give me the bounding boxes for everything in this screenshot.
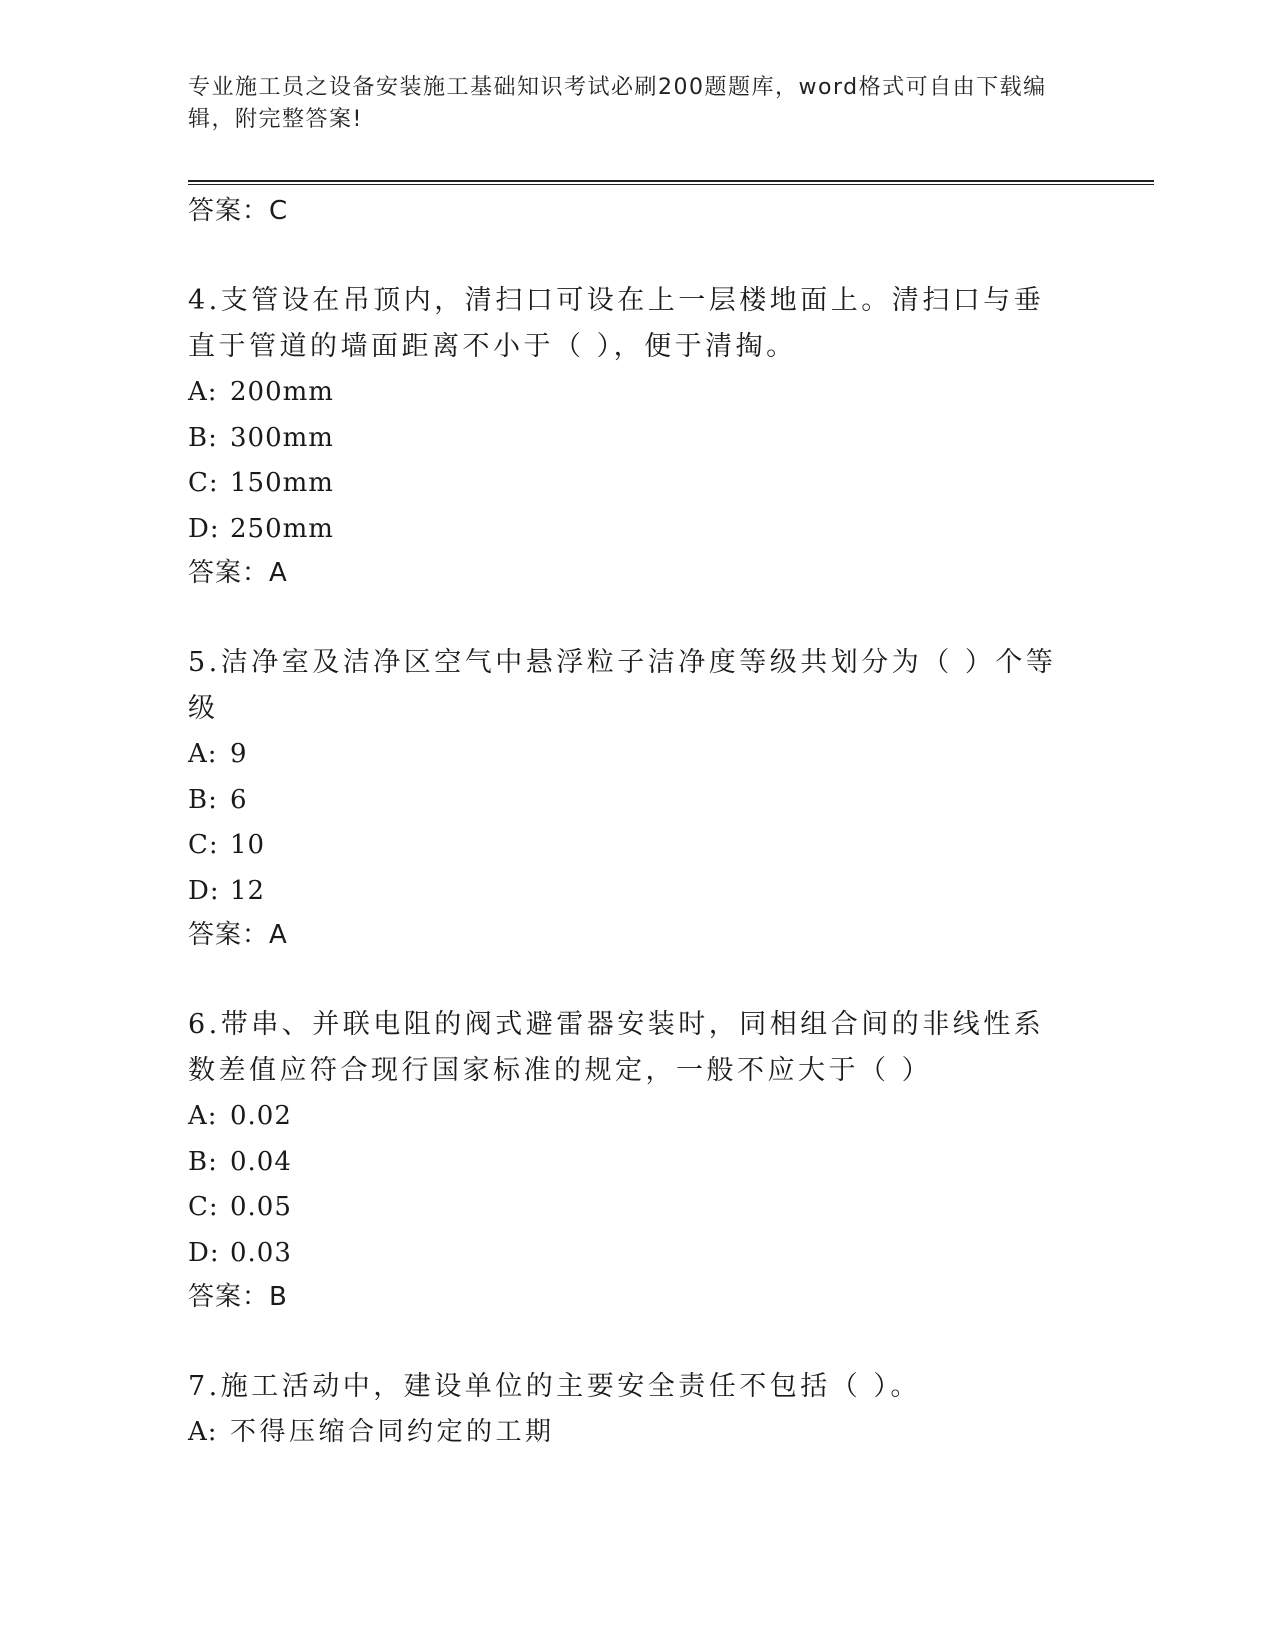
option-text: 0.05 bbox=[230, 1192, 292, 1222]
option-text: 200mm bbox=[230, 377, 334, 407]
question-list bbox=[188, 190, 1068, 1456]
option-a bbox=[188, 1410, 1068, 1456]
option-b bbox=[188, 416, 1068, 462]
option-a bbox=[188, 732, 1068, 778]
option-b bbox=[188, 778, 1068, 824]
option-label: A: bbox=[188, 377, 218, 407]
question-text: 7.施工活动中，建设单位的主要安全责任不包括（ ）。 bbox=[188, 1371, 921, 1402]
option-label: B: bbox=[188, 422, 218, 453]
answer-line: 答案：B bbox=[188, 1282, 288, 1312]
option-text: 12 bbox=[230, 875, 266, 906]
option-a bbox=[188, 1094, 1068, 1140]
question-4 bbox=[188, 278, 1068, 594]
option-text: 0.03 bbox=[230, 1237, 292, 1268]
option-text: 250mm bbox=[230, 513, 334, 544]
question-7 bbox=[188, 1364, 1068, 1456]
option-text: 9 bbox=[230, 739, 248, 769]
option-text: 0.02 bbox=[230, 1101, 292, 1131]
option-label: D: bbox=[188, 1237, 220, 1268]
option-c bbox=[188, 461, 1068, 507]
option-label: D: bbox=[188, 513, 220, 544]
option-label: A: bbox=[188, 739, 218, 769]
question-6 bbox=[188, 1002, 1068, 1318]
question-text: 5.洁净室及洁净区空气中悬浮粒子洁净度等级共划分为（ ）个等级 bbox=[188, 647, 1057, 724]
option-b bbox=[188, 1140, 1068, 1186]
option-label: B: bbox=[188, 784, 218, 815]
answer-line: 答案：C bbox=[188, 196, 289, 226]
option-text: 0.04 bbox=[230, 1146, 292, 1177]
header-title: 专业施工员之设备安装施工基础知识考试必刷200题题库，word格式可自由下载编辑，附完整答案! bbox=[188, 75, 1047, 132]
option-label: C: bbox=[188, 830, 219, 860]
option-text: 6 bbox=[230, 784, 248, 815]
option-text: 10 bbox=[230, 830, 266, 860]
option-c bbox=[188, 1185, 1068, 1231]
option-label: B: bbox=[188, 1146, 218, 1177]
option-label: A: bbox=[188, 1417, 218, 1447]
option-d bbox=[188, 507, 1068, 553]
option-label: C: bbox=[188, 1192, 219, 1222]
option-text: 不得压缩合同约定的工期 bbox=[230, 1417, 555, 1447]
option-text: 300mm bbox=[230, 422, 334, 453]
answer-line: 答案：A bbox=[188, 920, 288, 950]
option-label: C: bbox=[188, 468, 219, 498]
option-d bbox=[188, 869, 1068, 915]
header-divider bbox=[188, 180, 1154, 185]
option-text: 150mm bbox=[230, 468, 334, 498]
option-label: D: bbox=[188, 875, 220, 906]
page-header bbox=[188, 72, 1088, 136]
question-text: 4.支管设在吊顶内，清扫口可设在上一层楼地面上。清扫口与垂直于管道的墙面距离不小于（ ），便于清掏。 bbox=[188, 285, 1045, 362]
option-a bbox=[188, 370, 1068, 416]
answer-line: 答案：A bbox=[188, 558, 288, 588]
question-text: 6.带串、并联电阻的阀式避雷器安装时，同相组合间的非线性系数差值应符合现行国家标准的规定，一般不应大于（ ） bbox=[188, 1009, 1045, 1086]
option-d bbox=[188, 1231, 1068, 1277]
question-5 bbox=[188, 640, 1068, 956]
option-label: A: bbox=[188, 1101, 218, 1131]
option-c bbox=[188, 823, 1068, 869]
